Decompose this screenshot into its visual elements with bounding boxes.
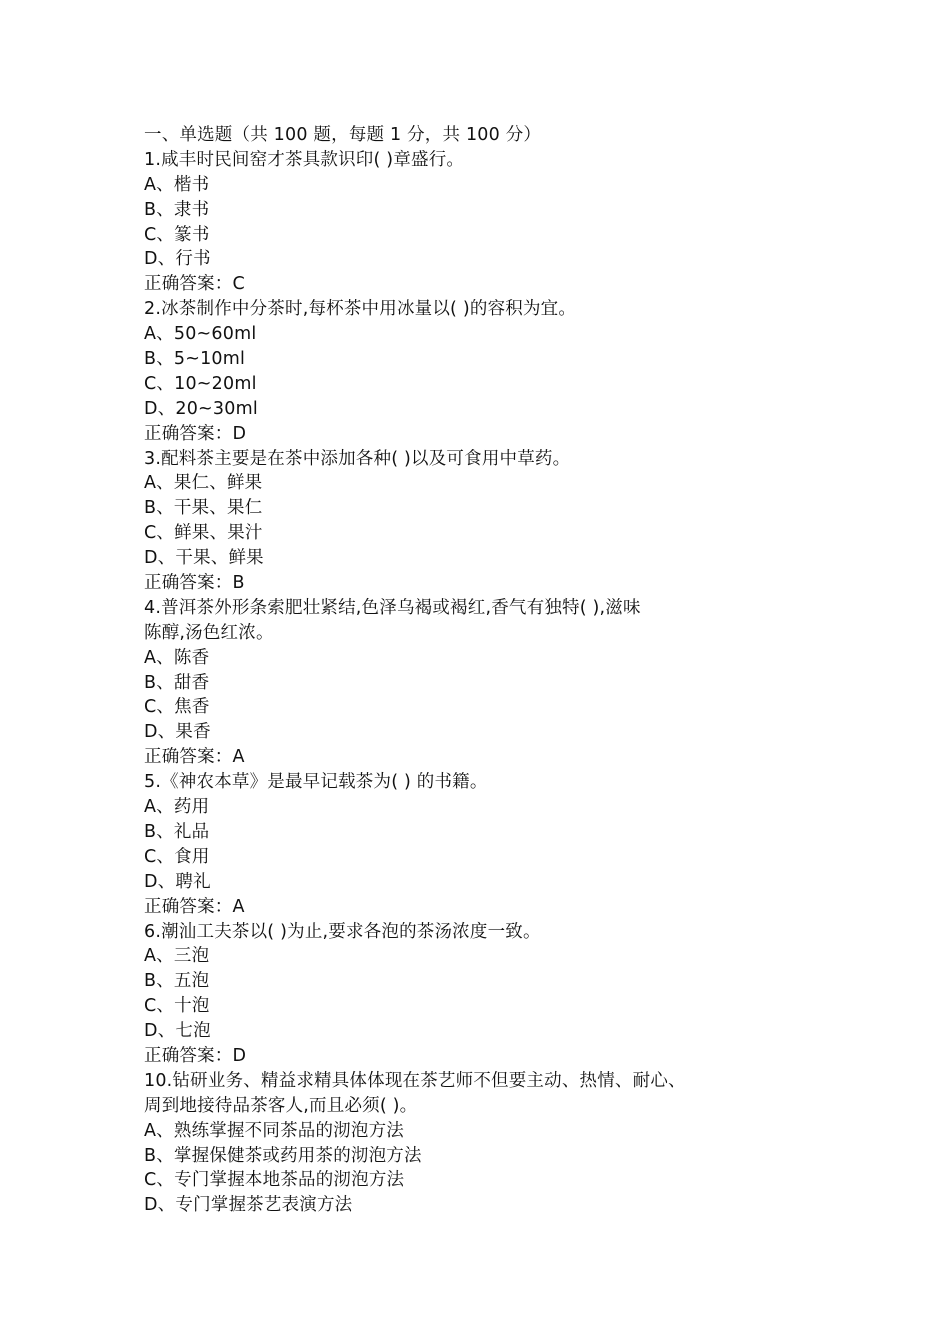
question-stem: 1.咸丰时民间窑才茶具款识印( )章盛行。 [144, 149, 465, 170]
question-stem: 3.配料茶主要是在茶中添加各种( )以及可食用中草药。 [144, 448, 571, 469]
option-b: B、五泡 [144, 971, 210, 992]
correct-answer: 正确答案：D [144, 1045, 247, 1066]
option-b: B、礼品 [144, 821, 210, 842]
option-c: C、篆书 [144, 224, 210, 245]
option-a: A、果仁、鲜果 [144, 473, 263, 494]
option-c: C、鲜果、果汁 [144, 523, 263, 544]
option-c: C、专门掌握本地茶品的沏泡方法 [144, 1170, 405, 1191]
option-d: D、专门掌握茶艺表演方法 [144, 1195, 353, 1216]
question-stem-continued: 陈醇,汤色红浓。 [144, 622, 274, 643]
option-d: D、果香 [144, 722, 211, 743]
option-a: A、药用 [144, 797, 210, 818]
correct-answer: 正确答案：C [144, 274, 245, 295]
option-d: D、行书 [144, 249, 211, 270]
question-stem: 10.钻研业务、精益求精具体体现在茶艺师不但要主动、热情、耐心、 [144, 1070, 686, 1091]
option-b: B、甜香 [144, 672, 210, 693]
option-b: B、隶书 [144, 199, 210, 220]
option-c: C、10~20ml [144, 373, 257, 394]
question-stem-continued: 周到地接待品茶客人,而且必须( )。 [144, 1095, 418, 1116]
question-stem: 4.普洱茶外形条索肥壮紧结,色泽乌褐或褐红,香气有独特( ),滋味 [144, 597, 641, 618]
correct-answer: 正确答案：B [144, 573, 245, 594]
correct-answer: 正确答案：D [144, 423, 247, 444]
question-stem: 5.《神农本草》是最早记载茶为( ) 的书籍。 [144, 772, 488, 793]
correct-answer: 正确答案：A [144, 896, 245, 917]
option-c: C、十泡 [144, 996, 210, 1017]
option-b: B、5~10ml [144, 349, 246, 370]
option-c: C、焦香 [144, 697, 210, 718]
option-c: C、食用 [144, 846, 210, 867]
option-b: B、掌握保健茶或药用茶的沏泡方法 [144, 1145, 422, 1166]
option-a: A、三泡 [144, 946, 210, 967]
option-d: D、七泡 [144, 1021, 211, 1042]
option-a: A、50~60ml [144, 324, 257, 345]
option-d: D、20~30ml [144, 398, 258, 419]
correct-answer: 正确答案：A [144, 747, 245, 768]
question-stem: 6.潮汕工夫茶以( )为止,要求各泡的茶汤浓度一致。 [144, 921, 541, 942]
option-d: D、干果、鲜果 [144, 548, 264, 569]
option-b: B、干果、果仁 [144, 498, 263, 519]
option-d: D、聘礼 [144, 871, 211, 892]
section-title: 一、单选题（共 100 题，每题 1 分，共 100 分） [144, 125, 542, 145]
option-a: A、陈香 [144, 647, 210, 668]
question-stem: 2.冰茶制作中分茶时,每杯茶中用冰量以( )的容积为宜。 [144, 299, 577, 320]
option-a: A、熟练掌握不同茶品的沏泡方法 [144, 1120, 404, 1141]
question-list [144, 123, 784, 1218]
option-a: A、楷书 [144, 174, 210, 195]
